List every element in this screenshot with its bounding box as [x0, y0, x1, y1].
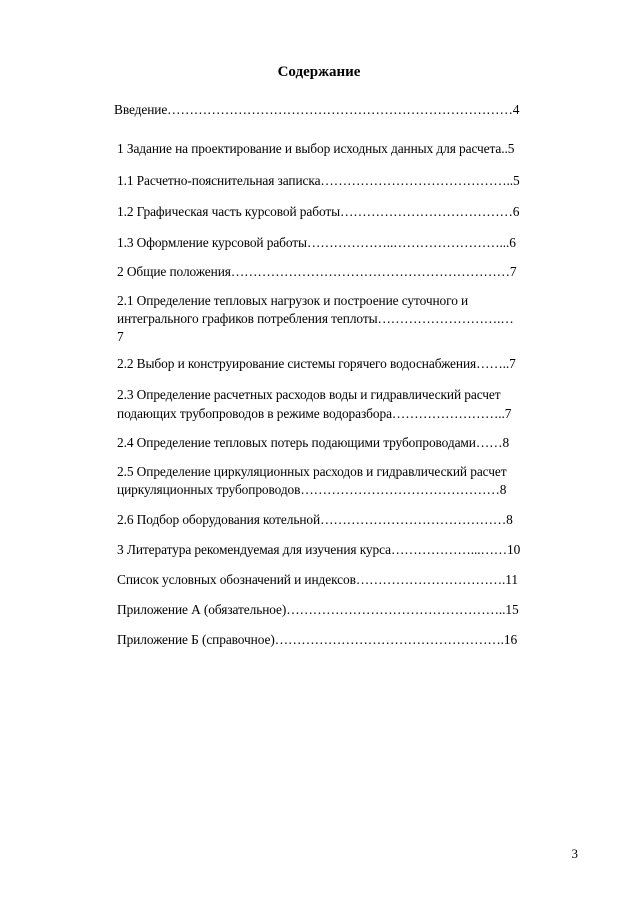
toc-entry-1-1: 1.1 Расчетно-пояснительная записка……………………………………..5	[117, 173, 520, 188]
toc-entry-2-1-line-2: интегрального графиков потребления теплоты……………………….…	[117, 311, 514, 326]
toc-entry-appendix-b: Приложение Б (справочное)…………………………………………….16	[117, 632, 518, 647]
toc-entry-2-2: 2.2 Выбор и конструирование системы горячего водоснабжения……..7	[117, 356, 516, 371]
toc-entry-2-5-line-2: циркуляционных трубопроводов………………………………………8	[117, 482, 507, 497]
toc-entry-2-3-line-1: 2.3 Определение расчетных расходов воды и гидравлический расчет	[117, 387, 501, 402]
toc-entry-2-1-line-3: 7	[117, 329, 124, 344]
toc-entry-2-1-line-1: 2.1 Определение тепловых нагрузок и построение суточного и	[117, 293, 469, 308]
page-title: Содержание	[277, 64, 361, 80]
toc-entry-1: 1 Задание на проектирование и выбор исходных данных для расчета..5	[117, 141, 515, 156]
toc-entry-2-3-line-2: подающих трубопроводов в режиме водоразбора……………………..7	[117, 406, 512, 421]
toc-entry-1-2: 1.2 Графическая часть курсовой работы…………………………………6	[117, 204, 520, 219]
toc-entry-1-3: 1.3 Оформление курсовой работы………………..……………………...6	[117, 235, 516, 250]
toc-entry-2-4: 2.4 Определение тепловых потерь подающими трубопроводами……8	[117, 435, 510, 450]
toc-entry-symbols-list: Список условных обозначений и индексов…………………………….11	[117, 572, 518, 587]
toc-entry-2-5-line-1: 2.5 Определение циркуляционных расходов и гидравлический расчет	[117, 464, 507, 479]
toc-entry-2: 2 Общие положения………………………………………………………7	[117, 264, 517, 279]
toc-entry-3: 3 Литература рекомендуемая для изучения курса………………...……10	[117, 542, 521, 557]
toc-entry-2-6: 2.6 Подбор оборудования котельной……………………………………8	[117, 512, 513, 527]
toc-entry-introduction: Введение……………………………………………………………………4	[114, 102, 520, 117]
toc-entry-appendix-a: Приложение А (обязательное)…………………………………………..15	[117, 602, 519, 617]
page-number: 3	[571, 846, 578, 861]
